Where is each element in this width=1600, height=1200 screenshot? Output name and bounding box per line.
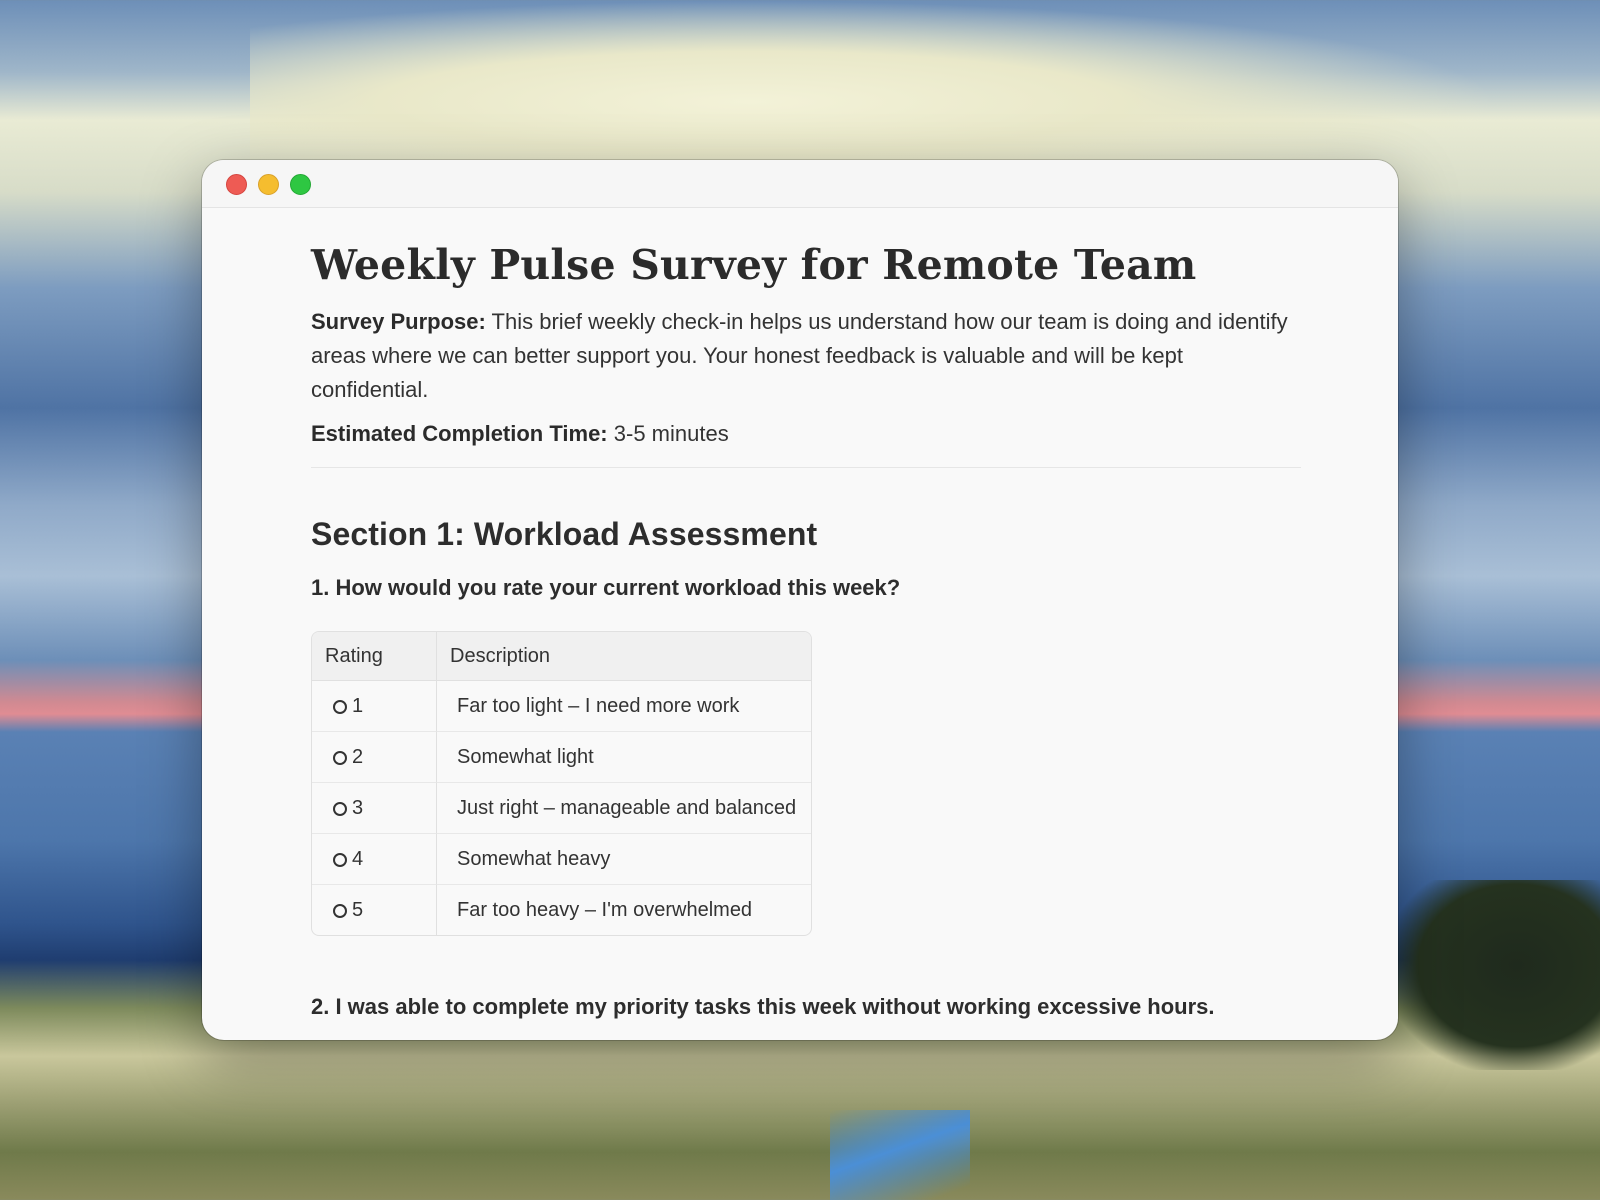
table-row[interactable] xyxy=(312,885,811,935)
table-header-row xyxy=(312,632,811,681)
rating-value: 5 xyxy=(352,898,364,921)
rating-table xyxy=(311,631,812,936)
rating-option[interactable] xyxy=(312,783,437,834)
background-river xyxy=(830,1110,970,1200)
rating-description: Somewhat heavy xyxy=(437,834,811,885)
app-window xyxy=(202,160,1398,1040)
background-clouds xyxy=(250,0,1500,170)
rating-option[interactable] xyxy=(312,681,437,732)
rating-option[interactable] xyxy=(312,732,437,783)
table-row[interactable] xyxy=(312,783,811,834)
radio-button-icon[interactable] xyxy=(333,802,347,816)
question-1: 1. How would you rate your current workload this week? xyxy=(311,575,901,600)
completion-time xyxy=(311,417,1301,451)
radio-button-icon[interactable] xyxy=(333,904,347,918)
rating-value: 2 xyxy=(352,745,364,768)
radio-button-icon[interactable] xyxy=(333,700,347,714)
title-bar xyxy=(202,160,1398,208)
document-content xyxy=(311,207,1301,1020)
section-heading: Section 1: Workload Assessment xyxy=(311,516,818,552)
rating-description: Far too heavy – I'm overwhelmed xyxy=(457,898,753,921)
survey-title: Weekly Pulse Survey for Remote Team xyxy=(311,241,1197,289)
rating-value: 1 xyxy=(352,694,364,717)
radio-button-icon[interactable] xyxy=(333,853,347,867)
maximize-window-button[interactable] xyxy=(290,174,311,195)
survey-purpose xyxy=(311,305,1301,407)
rating-description: Just right – manageable and balanced xyxy=(437,783,811,834)
divider xyxy=(311,467,1301,468)
completion-time-label: Estimated Completion Time: xyxy=(311,421,608,446)
column-header-description: Description xyxy=(437,632,811,681)
rating-description: Far too light – I need more work xyxy=(437,681,811,732)
close-window-button[interactable] xyxy=(226,174,247,195)
survey-purpose-text: This brief weekly check-in helps us understand how our team is doing and identify areas where we can better support you. Your honest feedback is valuable and will be kept confidential. xyxy=(311,309,1288,402)
rating-description: Somewhat light xyxy=(437,732,811,783)
completion-time-value: 3-5 minutes xyxy=(607,421,729,446)
table-row[interactable] xyxy=(312,834,811,885)
question-2: 2. I was able to complete my priority tasks this week without working excessive hours. xyxy=(311,994,1215,1019)
rating-value: 3 xyxy=(352,796,364,819)
survey-purpose-label: Survey Purpose: xyxy=(311,309,486,334)
rating-option[interactable] xyxy=(312,885,437,935)
table-row[interactable] xyxy=(312,681,811,732)
background-trees xyxy=(1390,880,1600,1070)
column-header-rating: Rating xyxy=(312,632,437,681)
rating-value: 4 xyxy=(352,847,364,870)
radio-button-icon[interactable] xyxy=(333,751,347,765)
table-row[interactable] xyxy=(312,732,811,783)
minimize-window-button[interactable] xyxy=(258,174,279,195)
rating-option[interactable] xyxy=(312,834,437,885)
